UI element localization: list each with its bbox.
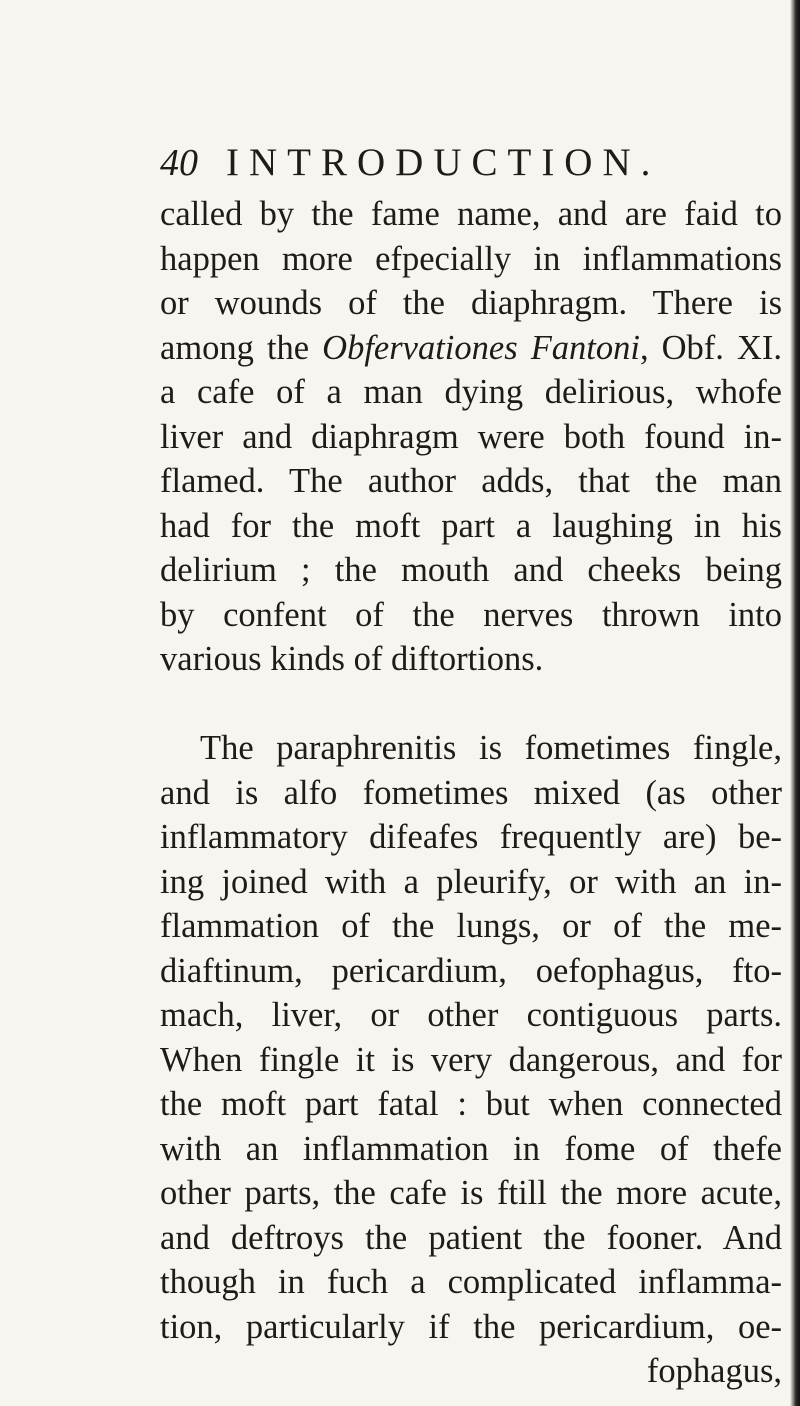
text-line: other parts, the cafe is ftill the more acute, <box>160 1174 782 1212</box>
text-line: had for the moft part a laughing in his <box>160 506 782 545</box>
text-line: and deftroys the patient the fooner. And <box>160 1218 782 1257</box>
body-text <box>160 192 782 1394</box>
running-head: INTRODUCTION. <box>226 141 661 184</box>
text-line: diaftinum, pericardium, oefophagus, fto- <box>160 951 782 990</box>
text-line: tion, particularly if the pericardium, oe- <box>160 1307 782 1346</box>
text-line: delirium ; the mouth and cheeks being <box>160 551 782 589</box>
paragraph-2 <box>160 726 782 1394</box>
text-line: flammation of the lungs, or of the me- <box>160 907 782 945</box>
text-line: by confent of the nerves thrown into <box>160 595 782 634</box>
text-line: ing joined with a pleurify, or with an in- <box>160 862 782 901</box>
paragraph-1 <box>160 192 782 682</box>
page-number: 40 <box>160 142 198 184</box>
text-segment: , Obf. XI. <box>639 328 782 367</box>
paragraph-gap <box>160 682 782 727</box>
italic-title: Obfervationes Fantoni <box>322 328 640 367</box>
text-line <box>160 326 782 371</box>
text-line: liver and diaphragm were both found in- <box>160 417 782 456</box>
text-segment: among the <box>160 328 323 367</box>
text-line: mach, liver, or other contiguous parts. <box>160 996 782 1034</box>
text-line: with an inflammation in fome of thefe <box>160 1129 782 1168</box>
page-header <box>160 138 780 188</box>
text-line: When fingle it is very dangerous, and for <box>160 1040 782 1079</box>
text-line: and is alfo fometimes mixed (as other <box>160 773 782 812</box>
text-line: flamed. The author adds, that the man <box>160 462 782 500</box>
text-line: a cafe of a man dying delirious, whofe <box>160 373 782 411</box>
catchword: fophagus, <box>646 1352 782 1390</box>
text-line: happen more efpecially in inflammations <box>160 239 782 278</box>
page-edge-shadow <box>790 0 800 1406</box>
text-line: inflammatory difeafes frequently are) be- <box>160 818 782 856</box>
text-line: or wounds of the diaphragm. There is <box>160 284 782 322</box>
text-line: various kinds of diftortions. <box>160 640 544 678</box>
text-line: the moft part fatal : but when connected <box>160 1085 782 1123</box>
text-line: The paraphrenitis is fometimes fingle, <box>200 729 782 767</box>
text-line: though in fuch a complicated inflamma- <box>160 1263 782 1301</box>
text-line: called by the fame name, and are faid to <box>160 195 782 233</box>
